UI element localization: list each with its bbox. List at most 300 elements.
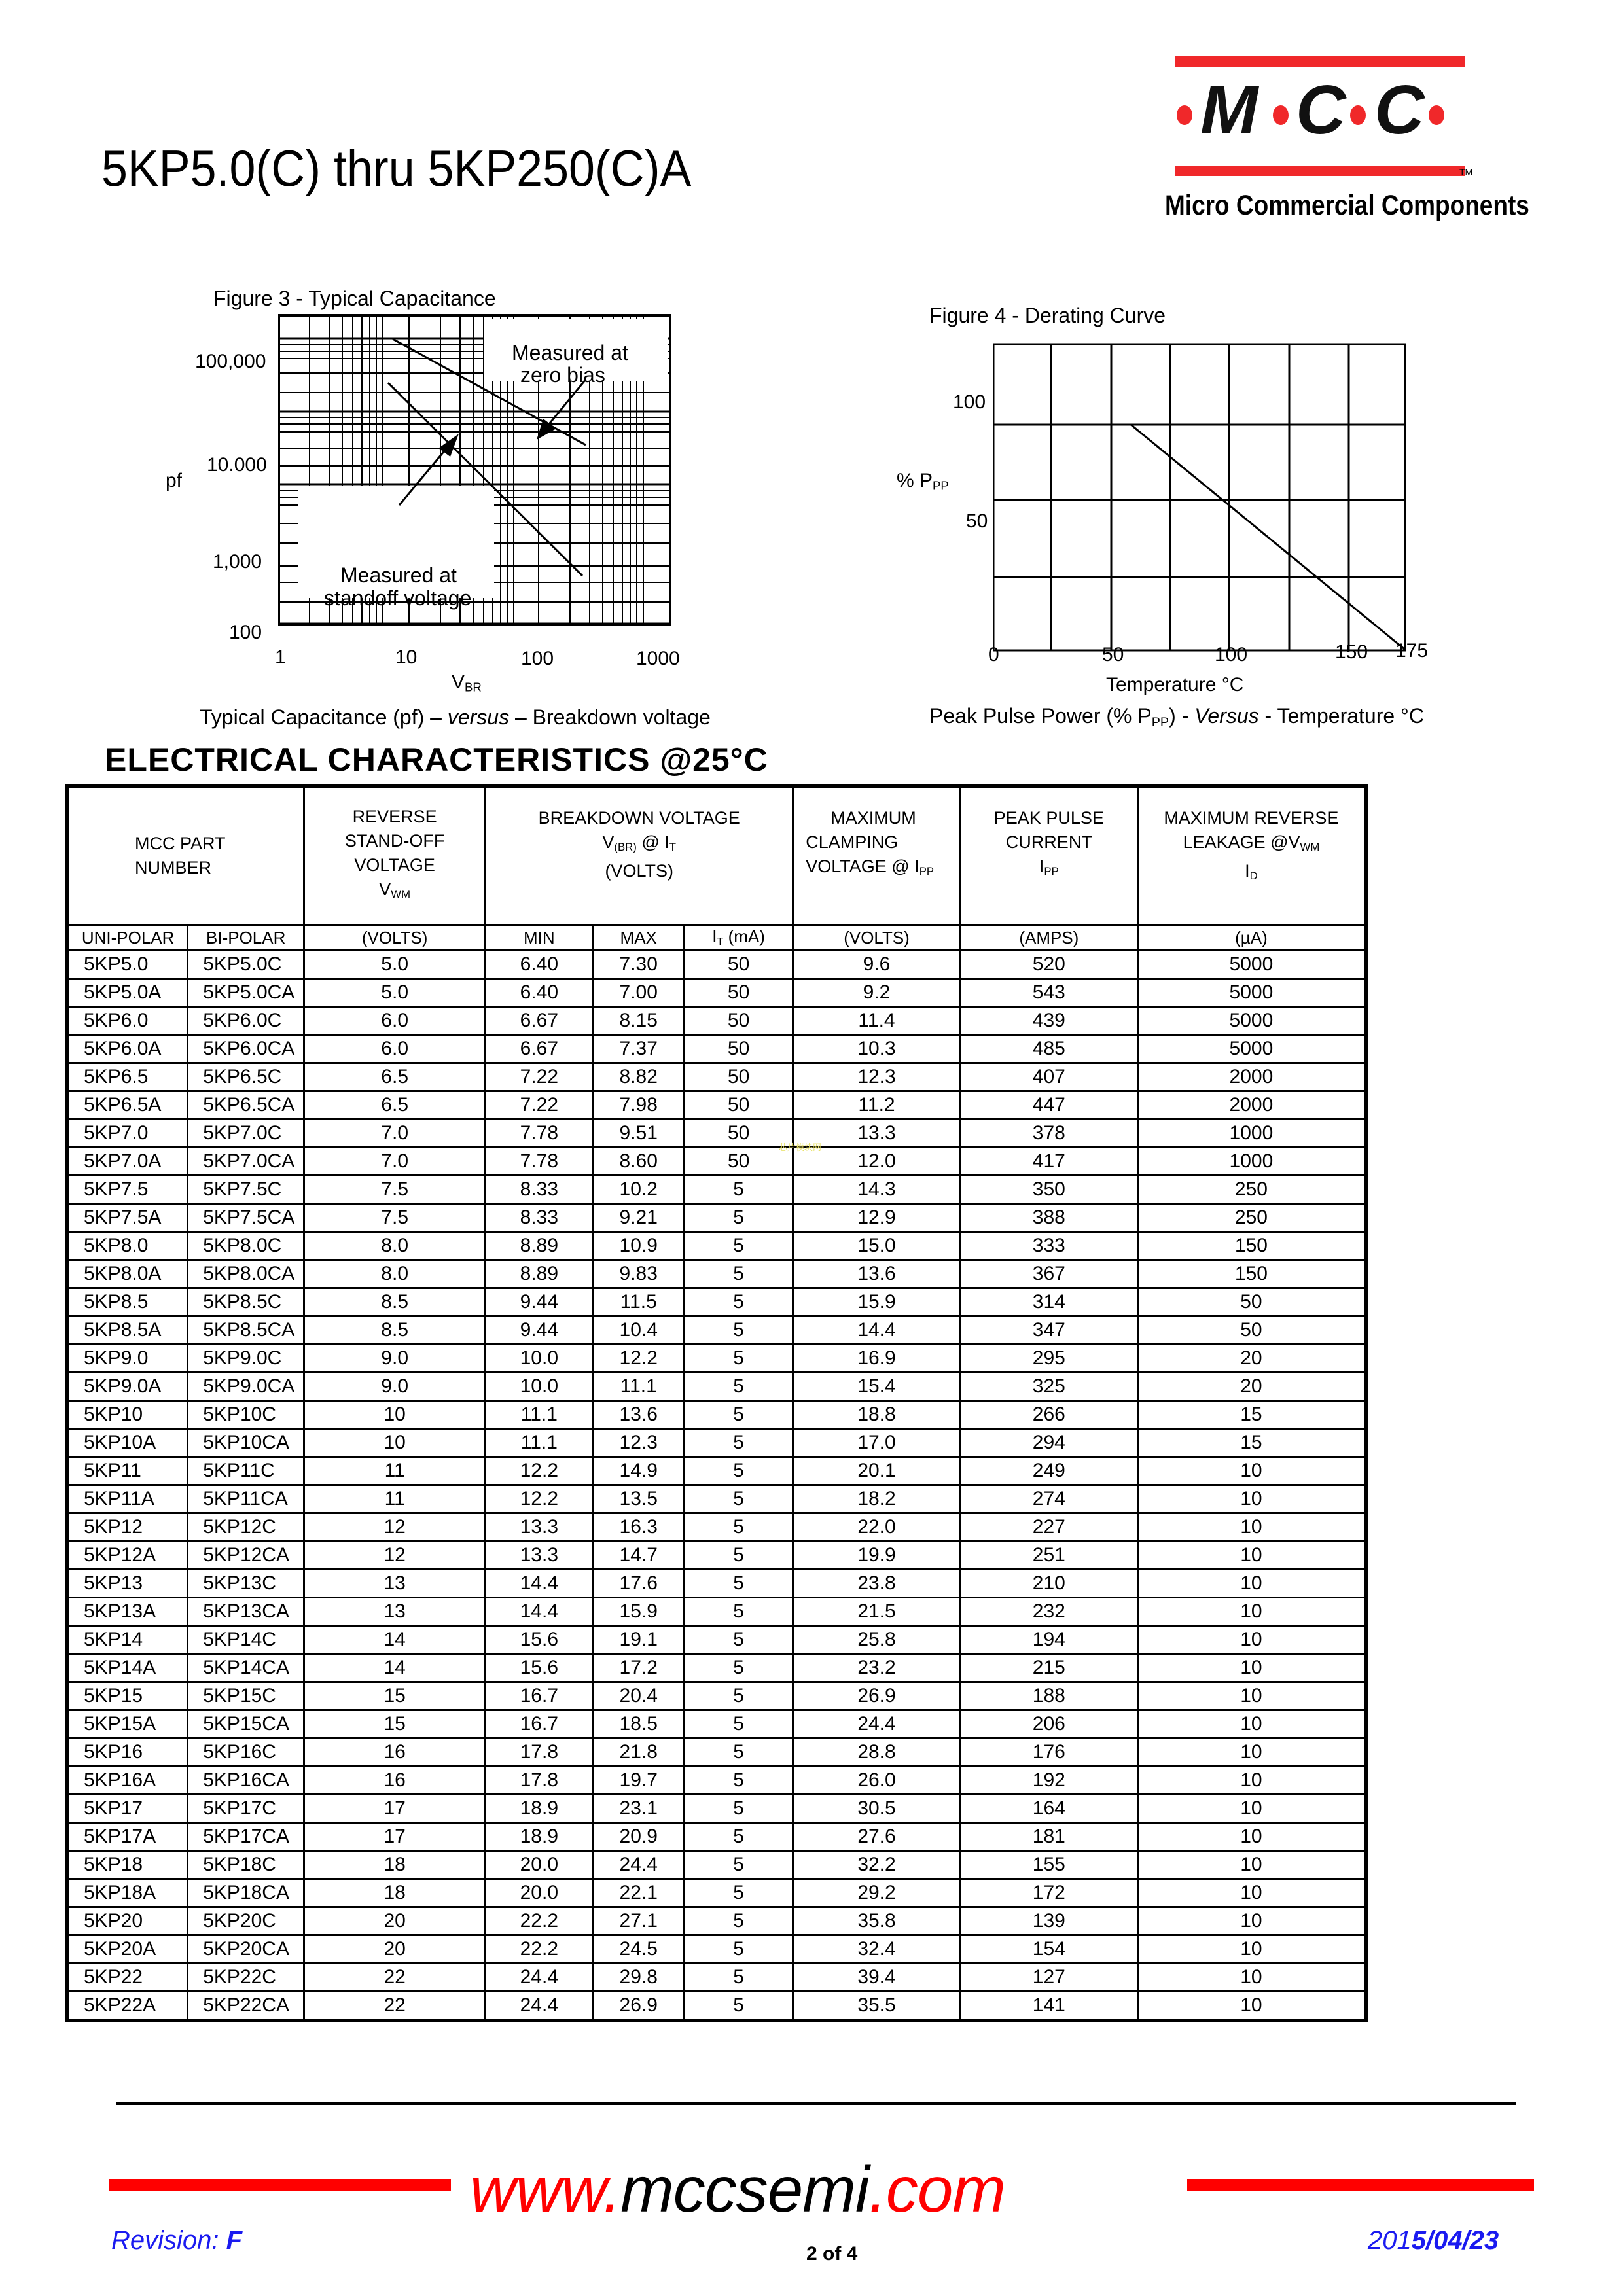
cell-ipp: 417	[960, 1148, 1137, 1176]
cell-vbr-min: 15.6	[486, 1654, 593, 1682]
cell-vwm: 17	[304, 1823, 486, 1851]
cell-vbr-min: 15.6	[486, 1626, 593, 1654]
cell-vbr-min: 6.67	[486, 1007, 593, 1035]
cell-ipp: 210	[960, 1570, 1137, 1598]
cell-it: 50	[684, 1007, 793, 1035]
table-row	[67, 1542, 1366, 1570]
cell-vbr-max: 20.9	[593, 1823, 684, 1851]
cell-vbr-min: 17.8	[486, 1767, 593, 1795]
cell-ipp: 154	[960, 1935, 1137, 1964]
cell-ipp: 155	[960, 1851, 1137, 1879]
cell-vwm: 16	[304, 1767, 486, 1795]
cell-ir: 10	[1137, 1626, 1366, 1654]
logo-bottom-bar	[1175, 166, 1465, 176]
cell-vbr-min: 18.9	[486, 1795, 593, 1823]
cell-ir: 10	[1137, 1710, 1366, 1739]
cell-uni-polar-part: 5KP6.5A	[67, 1091, 188, 1120]
document-title: 5KP5.0(C) thru 5KP250(C)A	[101, 139, 692, 197]
cell-it: 5	[684, 1429, 793, 1457]
x-tick: 100	[521, 648, 554, 669]
table-row	[67, 1007, 1366, 1035]
cell-vbr-max: 14.9	[593, 1457, 684, 1485]
cell-vbr-max: 23.1	[593, 1795, 684, 1823]
cell-vc: 30.5	[793, 1795, 961, 1823]
cell-vbr-min: 12.2	[486, 1485, 593, 1513]
cell-vbr-max: 13.6	[593, 1401, 684, 1429]
cell-vc: 29.2	[793, 1879, 961, 1907]
x-axis-label: $V_{BR}$	[452, 671, 482, 694]
cell-it: 50	[684, 1120, 793, 1148]
cell-vbr-max: 9.51	[593, 1120, 684, 1148]
cell-vbr-max: 10.9	[593, 1232, 684, 1260]
cell-vwm: 10	[304, 1429, 486, 1457]
cell-vc: 9.2	[793, 979, 961, 1007]
cell-ipp: 164	[960, 1795, 1137, 1823]
page-number: 2 of 4	[806, 2243, 858, 2265]
revision-date: 2015/04/23	[1368, 2226, 1499, 2255]
cell-vbr-max: 16.3	[593, 1513, 684, 1542]
cell-it: 5	[684, 1654, 793, 1682]
cell-vc: 20.1	[793, 1457, 961, 1485]
cell-uni-polar-part: 5KP9.0A	[67, 1373, 188, 1401]
cell-vc: 22.0	[793, 1513, 961, 1542]
cell-vwm: 6.5	[304, 1063, 486, 1091]
cell-it: 5	[684, 1485, 793, 1513]
cell-vbr-max: 10.4	[593, 1316, 684, 1345]
y-tick: 50	[966, 510, 988, 532]
cell-uni-polar-part: 5KP16A	[67, 1767, 188, 1795]
cell-vc: 11.4	[793, 1007, 961, 1035]
cell-uni-polar-part: 5KP6.0	[67, 1007, 188, 1035]
cell-bi-polar-part: 5KP6.5CA	[188, 1091, 304, 1120]
cell-uni-polar-part: 5KP14	[67, 1626, 188, 1654]
cell-ir: 5000	[1137, 1035, 1366, 1063]
cell-ir: 10	[1137, 1795, 1366, 1823]
electrical-characteristics-table	[65, 784, 1368, 2022]
header-part-number: MCC PART NUMBER	[67, 786, 304, 925]
units-bi-polar: BI-POLAR	[188, 925, 304, 951]
cell-bi-polar-part: 5KP7.5CA	[188, 1204, 304, 1232]
y-tick: 10.000	[207, 454, 267, 476]
cell-vbr-min: 8.33	[486, 1204, 593, 1232]
cell-ir: 20	[1137, 1345, 1366, 1373]
cell-ipp: 141	[960, 1992, 1137, 2021]
cell-vwm: 5.0	[304, 951, 486, 979]
cell-vc: 14.4	[793, 1316, 961, 1345]
units-max: MAX	[593, 925, 684, 951]
cell-it: 5	[684, 1851, 793, 1879]
cell-uni-polar-part: 5KP7.5A	[67, 1204, 188, 1232]
cell-bi-polar-part: 5KP22CA	[188, 1992, 304, 2021]
cell-it: 50	[684, 1091, 793, 1120]
cell-vwm: 8.0	[304, 1260, 486, 1288]
revision: Revision: F	[111, 2226, 243, 2255]
cell-bi-polar-part: 5KP8.5CA	[188, 1316, 304, 1345]
cell-vwm: 8.5	[304, 1316, 486, 1345]
cell-it: 5	[684, 1401, 793, 1429]
annotation-standoff-l2: standoff voltage	[324, 586, 472, 610]
cell-ipp: 274	[960, 1485, 1137, 1513]
cell-uni-polar-part: 5KP7.0A	[67, 1148, 188, 1176]
cell-vbr-max: 11.5	[593, 1288, 684, 1316]
cell-ir: 10	[1137, 1879, 1366, 1907]
table-row	[67, 1964, 1366, 1992]
cell-it: 5	[684, 1570, 793, 1598]
table-row	[67, 979, 1366, 1007]
cell-vwm: 11	[304, 1457, 486, 1485]
cell-ir: 150	[1137, 1260, 1366, 1288]
footer-rule	[116, 2102, 1516, 2105]
cell-ir: 10	[1137, 1739, 1366, 1767]
cell-vc: 17.0	[793, 1429, 961, 1457]
cell-vc: 9.6	[793, 951, 961, 979]
logo-letters	[1171, 71, 1472, 149]
cell-vc: 35.5	[793, 1992, 961, 2021]
cell-vbr-min: 6.40	[486, 979, 593, 1007]
table-row	[67, 1570, 1366, 1598]
cell-vbr-min: 11.1	[486, 1429, 593, 1457]
header-breakdown-voltage: BREAKDOWN VOLTAGE $V_{(BR)}$ @ $I_T$ (VOLTS)	[486, 786, 793, 925]
cell-it: 50	[684, 951, 793, 979]
cell-ir: 10	[1137, 1992, 1366, 2021]
cell-vc: 25.8	[793, 1626, 961, 1654]
cell-vc: 35.8	[793, 1907, 961, 1935]
cell-vbr-max: 9.83	[593, 1260, 684, 1288]
cell-vbr-max: 10.2	[593, 1176, 684, 1204]
cell-vwm: 14	[304, 1654, 486, 1682]
table-row	[67, 1823, 1366, 1851]
cell-vbr-min: 18.9	[486, 1823, 593, 1851]
table-row	[67, 1176, 1366, 1204]
cell-vwm: 5.0	[304, 979, 486, 1007]
cell-it: 5	[684, 1288, 793, 1316]
y-axis-label: pf	[166, 470, 183, 491]
cell-vwm: 20	[304, 1907, 486, 1935]
cell-vwm: 15	[304, 1682, 486, 1710]
trademark-mark: TM	[1459, 167, 1473, 177]
cell-uni-polar-part: 5KP16	[67, 1739, 188, 1767]
cell-bi-polar-part: 5KP15CA	[188, 1710, 304, 1739]
cell-vbr-min: 12.2	[486, 1457, 593, 1485]
cell-ipp: 251	[960, 1542, 1137, 1570]
cell-uni-polar-part: 5KP14A	[67, 1654, 188, 1682]
cell-vbr-max: 7.30	[593, 951, 684, 979]
cell-vc: 28.8	[793, 1739, 961, 1767]
cell-ipp: 485	[960, 1035, 1137, 1063]
x-tick: 0	[988, 644, 999, 665]
cell-vc: 26.0	[793, 1767, 961, 1795]
cell-ir: 250	[1137, 1176, 1366, 1204]
cell-vbr-max: 7.00	[593, 979, 684, 1007]
cell-vbr-min: 8.89	[486, 1260, 593, 1288]
cell-ir: 10	[1137, 1542, 1366, 1570]
logo-letter-c: C	[1296, 71, 1346, 149]
cell-vbr-min: 16.7	[486, 1710, 593, 1739]
cell-it: 5	[684, 1176, 793, 1204]
cell-vbr-min: 9.44	[486, 1316, 593, 1345]
cell-vwm: 12	[304, 1513, 486, 1542]
cell-vc: 10.3	[793, 1035, 961, 1063]
cell-vbr-min: 20.0	[486, 1879, 593, 1907]
cell-it: 5	[684, 1598, 793, 1626]
cell-ir: 10	[1137, 1654, 1366, 1682]
cell-ir: 2000	[1137, 1091, 1366, 1120]
cell-ipp: 227	[960, 1513, 1137, 1542]
logo-top-bar	[1175, 56, 1465, 67]
units-min: MIN	[486, 925, 593, 951]
cell-ir: 10	[1137, 1457, 1366, 1485]
cell-uni-polar-part: 5KP15	[67, 1682, 188, 1710]
cell-vc: 15.4	[793, 1373, 961, 1401]
cell-vbr-max: 8.60	[593, 1148, 684, 1176]
x-tick: 150	[1335, 641, 1368, 663]
cell-vwm: 11	[304, 1485, 486, 1513]
cell-bi-polar-part: 5KP15C	[188, 1682, 304, 1710]
cell-it: 5	[684, 1232, 793, 1260]
cell-ir: 10	[1137, 1964, 1366, 1992]
cell-vbr-min: 13.3	[486, 1513, 593, 1542]
cell-ipp: 194	[960, 1626, 1137, 1654]
figure-4-plot	[993, 343, 1406, 657]
cell-vwm: 20	[304, 1935, 486, 1964]
cell-vbr-max: 12.3	[593, 1429, 684, 1457]
table-row	[67, 1035, 1366, 1063]
cell-vwm: 6.5	[304, 1091, 486, 1120]
cell-vbr-max: 19.1	[593, 1626, 684, 1654]
cell-ir: 5000	[1137, 1007, 1366, 1035]
table-row	[67, 1232, 1366, 1260]
annotation-standoff-l1: Measured at	[340, 563, 457, 587]
cell-vbr-max: 22.1	[593, 1879, 684, 1907]
table-row	[67, 1148, 1366, 1176]
cell-uni-polar-part: 5KP22A	[67, 1992, 188, 2021]
cell-vc: 32.2	[793, 1851, 961, 1879]
cell-ir: 10	[1137, 1513, 1366, 1542]
cell-uni-polar-part: 5KP17A	[67, 1823, 188, 1851]
cell-ipp: 206	[960, 1710, 1137, 1739]
cell-it: 5	[684, 1457, 793, 1485]
cell-ir: 1000	[1137, 1148, 1366, 1176]
cell-ipp: 176	[960, 1739, 1137, 1767]
cell-ir: 2000	[1137, 1063, 1366, 1091]
units-vwm: (VOLTS)	[304, 925, 486, 951]
footer-red-bar-left	[109, 2179, 451, 2191]
cell-uni-polar-part: 5KP8.5	[67, 1288, 188, 1316]
cell-vc: 11.2	[793, 1091, 961, 1120]
table-row	[67, 1401, 1366, 1429]
cell-bi-polar-part: 5KP6.0CA	[188, 1035, 304, 1063]
cell-it: 5	[684, 1992, 793, 2021]
footer-red-bar-right	[1187, 2179, 1534, 2191]
cell-ir: 15	[1137, 1401, 1366, 1429]
cell-vbr-min: 13.3	[486, 1542, 593, 1570]
cell-vc: 32.4	[793, 1935, 961, 1964]
cell-bi-polar-part: 5KP8.0C	[188, 1232, 304, 1260]
cell-vbr-min: 7.78	[486, 1120, 593, 1148]
table-row	[67, 1907, 1366, 1935]
cell-uni-polar-part: 5KP8.0	[67, 1232, 188, 1260]
cell-uni-polar-part: 5KP10	[67, 1401, 188, 1429]
table-row	[67, 1626, 1366, 1654]
x-tick: 1	[275, 646, 286, 668]
cell-bi-polar-part: 5KP6.0C	[188, 1007, 304, 1035]
header-clamping-voltage: MAXIMUM CLAMPING VOLTAGE @ $I_{PP}$	[793, 786, 961, 925]
x-tick: 175	[1395, 640, 1429, 662]
x-tick: 1000	[636, 648, 680, 669]
cell-bi-polar-part: 5KP12CA	[188, 1542, 304, 1570]
table-row	[67, 1063, 1366, 1091]
cell-bi-polar-part: 5KP13CA	[188, 1598, 304, 1626]
cell-ir: 10	[1137, 1851, 1366, 1879]
cell-uni-polar-part: 5KP7.0	[67, 1120, 188, 1148]
cell-ir: 20	[1137, 1373, 1366, 1401]
cell-uni-polar-part: 5KP9.0	[67, 1345, 188, 1373]
cell-vbr-min: 14.4	[486, 1598, 593, 1626]
cell-it: 5	[684, 1795, 793, 1823]
cell-bi-polar-part: 5KP9.0CA	[188, 1373, 304, 1401]
cell-vwm: 18	[304, 1851, 486, 1879]
website-url[interactable]: www.mccsemi.com	[470, 2153, 1006, 2225]
figure-3-plot	[278, 314, 674, 641]
cell-ipp: 188	[960, 1682, 1137, 1710]
cell-ipp: 378	[960, 1120, 1137, 1148]
cell-ipp: 350	[960, 1176, 1137, 1204]
cell-vbr-max: 15.9	[593, 1598, 684, 1626]
units-it: $I_T$ (mA)	[684, 925, 793, 951]
cell-vc: 19.9	[793, 1542, 961, 1570]
cell-ipp: 139	[960, 1907, 1137, 1935]
cell-ir: 10	[1137, 1935, 1366, 1964]
table-row	[67, 1288, 1366, 1316]
cell-bi-polar-part: 5KP8.5C	[188, 1288, 304, 1316]
cell-vc: 12.0	[793, 1148, 961, 1176]
cell-vc: 13.6	[793, 1260, 961, 1288]
cell-ipp: 127	[960, 1964, 1137, 1992]
y-tick: 100	[953, 391, 986, 413]
cell-vbr-min: 22.2	[486, 1935, 593, 1964]
cell-ipp: 407	[960, 1063, 1137, 1091]
cell-it: 5	[684, 1767, 793, 1795]
cell-uni-polar-part: 5KP17	[67, 1795, 188, 1823]
cell-bi-polar-part: 5KP5.0CA	[188, 979, 304, 1007]
cell-ipp: 266	[960, 1401, 1137, 1429]
y-tick: 100,000	[195, 351, 266, 372]
cell-vbr-min: 10.0	[486, 1373, 593, 1401]
cell-uni-polar-part: 5KP15A	[67, 1710, 188, 1739]
table-row	[67, 1485, 1366, 1513]
cell-vwm: 7.0	[304, 1120, 486, 1148]
cell-ipp: 347	[960, 1316, 1137, 1345]
cell-bi-polar-part: 5KP11CA	[188, 1485, 304, 1513]
cell-it: 5	[684, 1345, 793, 1373]
table-row	[67, 951, 1366, 979]
cell-vc: 26.9	[793, 1682, 961, 1710]
cell-uni-polar-part: 5KP20A	[67, 1935, 188, 1964]
cell-vwm: 16	[304, 1739, 486, 1767]
cell-vwm: 6.0	[304, 1035, 486, 1063]
cell-ir: 10	[1137, 1767, 1366, 1795]
logo-dot	[1429, 105, 1444, 125]
table-row	[67, 1091, 1366, 1120]
cell-bi-polar-part: 5KP12C	[188, 1513, 304, 1542]
cell-it: 5	[684, 1935, 793, 1964]
cell-vbr-max: 29.8	[593, 1964, 684, 1992]
table-row	[67, 1739, 1366, 1767]
cell-uni-polar-part: 5KP6.0A	[67, 1035, 188, 1063]
table-row	[67, 1457, 1366, 1485]
cell-bi-polar-part: 5KP5.0C	[188, 951, 304, 979]
cell-uni-polar-part: 5KP11	[67, 1457, 188, 1485]
table-row	[67, 1767, 1366, 1795]
cell-vc: 12.3	[793, 1063, 961, 1091]
table-row	[67, 1513, 1366, 1542]
cell-bi-polar-part: 5KP11C	[188, 1457, 304, 1485]
cell-it: 5	[684, 1260, 793, 1288]
cell-bi-polar-part: 5KP17C	[188, 1795, 304, 1823]
cell-vwm: 14	[304, 1626, 486, 1654]
cell-it: 5	[684, 1907, 793, 1935]
cell-vwm: 13	[304, 1598, 486, 1626]
cell-bi-polar-part: 5KP14C	[188, 1626, 304, 1654]
header-peak-pulse-current: PEAK PULSE CURRENT $I_{PP}$	[960, 786, 1137, 925]
table-row	[67, 1710, 1366, 1739]
cell-ipp: 388	[960, 1204, 1137, 1232]
cell-bi-polar-part: 5KP22C	[188, 1964, 304, 1992]
cell-vwm: 22	[304, 1964, 486, 1992]
cell-vc: 27.6	[793, 1823, 961, 1851]
cell-bi-polar-part: 5KP6.5C	[188, 1063, 304, 1091]
cell-vbr-min: 16.7	[486, 1682, 593, 1710]
table-row	[67, 1682, 1366, 1710]
cell-it: 50	[684, 1063, 793, 1091]
x-tick: 100	[1215, 644, 1248, 665]
cell-bi-polar-part: 5KP10CA	[188, 1429, 304, 1457]
cell-vc: 15.9	[793, 1288, 961, 1316]
cell-uni-polar-part: 5KP13A	[67, 1598, 188, 1626]
cell-it: 5	[684, 1373, 793, 1401]
cell-it: 5	[684, 1204, 793, 1232]
figure-4-caption: Figure 4 - Derating Curve	[929, 304, 1166, 327]
y-axis-label: % $P_{PP}$	[897, 470, 949, 493]
cell-ir: 10	[1137, 1907, 1366, 1935]
cell-ipp: 543	[960, 979, 1137, 1007]
header-row	[67, 786, 1366, 925]
table-row	[67, 1429, 1366, 1457]
cell-vbr-max: 12.2	[593, 1345, 684, 1373]
cell-vwm: 6.0	[304, 1007, 486, 1035]
cell-ipp: 294	[960, 1429, 1137, 1457]
cell-uni-polar-part: 5KP12A	[67, 1542, 188, 1570]
cell-vbr-min: 8.33	[486, 1176, 593, 1204]
cell-vbr-max: 13.5	[593, 1485, 684, 1513]
table-row	[67, 1795, 1366, 1823]
cell-vbr-min: 8.89	[486, 1232, 593, 1260]
cell-ir: 10	[1137, 1570, 1366, 1598]
cell-vc: 16.9	[793, 1345, 961, 1373]
cell-vwm: 22	[304, 1992, 486, 2021]
header-vwm: REVERSE STAND-OFF VOLTAGE $V_{WM}$	[304, 786, 486, 925]
units-ipp: (AMPS)	[960, 925, 1137, 951]
table-row	[67, 1345, 1366, 1373]
cell-bi-polar-part: 5KP16C	[188, 1739, 304, 1767]
cell-bi-polar-part: 5KP7.0CA	[188, 1148, 304, 1176]
cell-bi-polar-part: 5KP18C	[188, 1851, 304, 1879]
cell-vwm: 7.5	[304, 1204, 486, 1232]
cell-vwm: 15	[304, 1710, 486, 1739]
logo-dot	[1177, 105, 1192, 125]
cell-it: 5	[684, 1879, 793, 1907]
cell-ipp: 333	[960, 1232, 1137, 1260]
